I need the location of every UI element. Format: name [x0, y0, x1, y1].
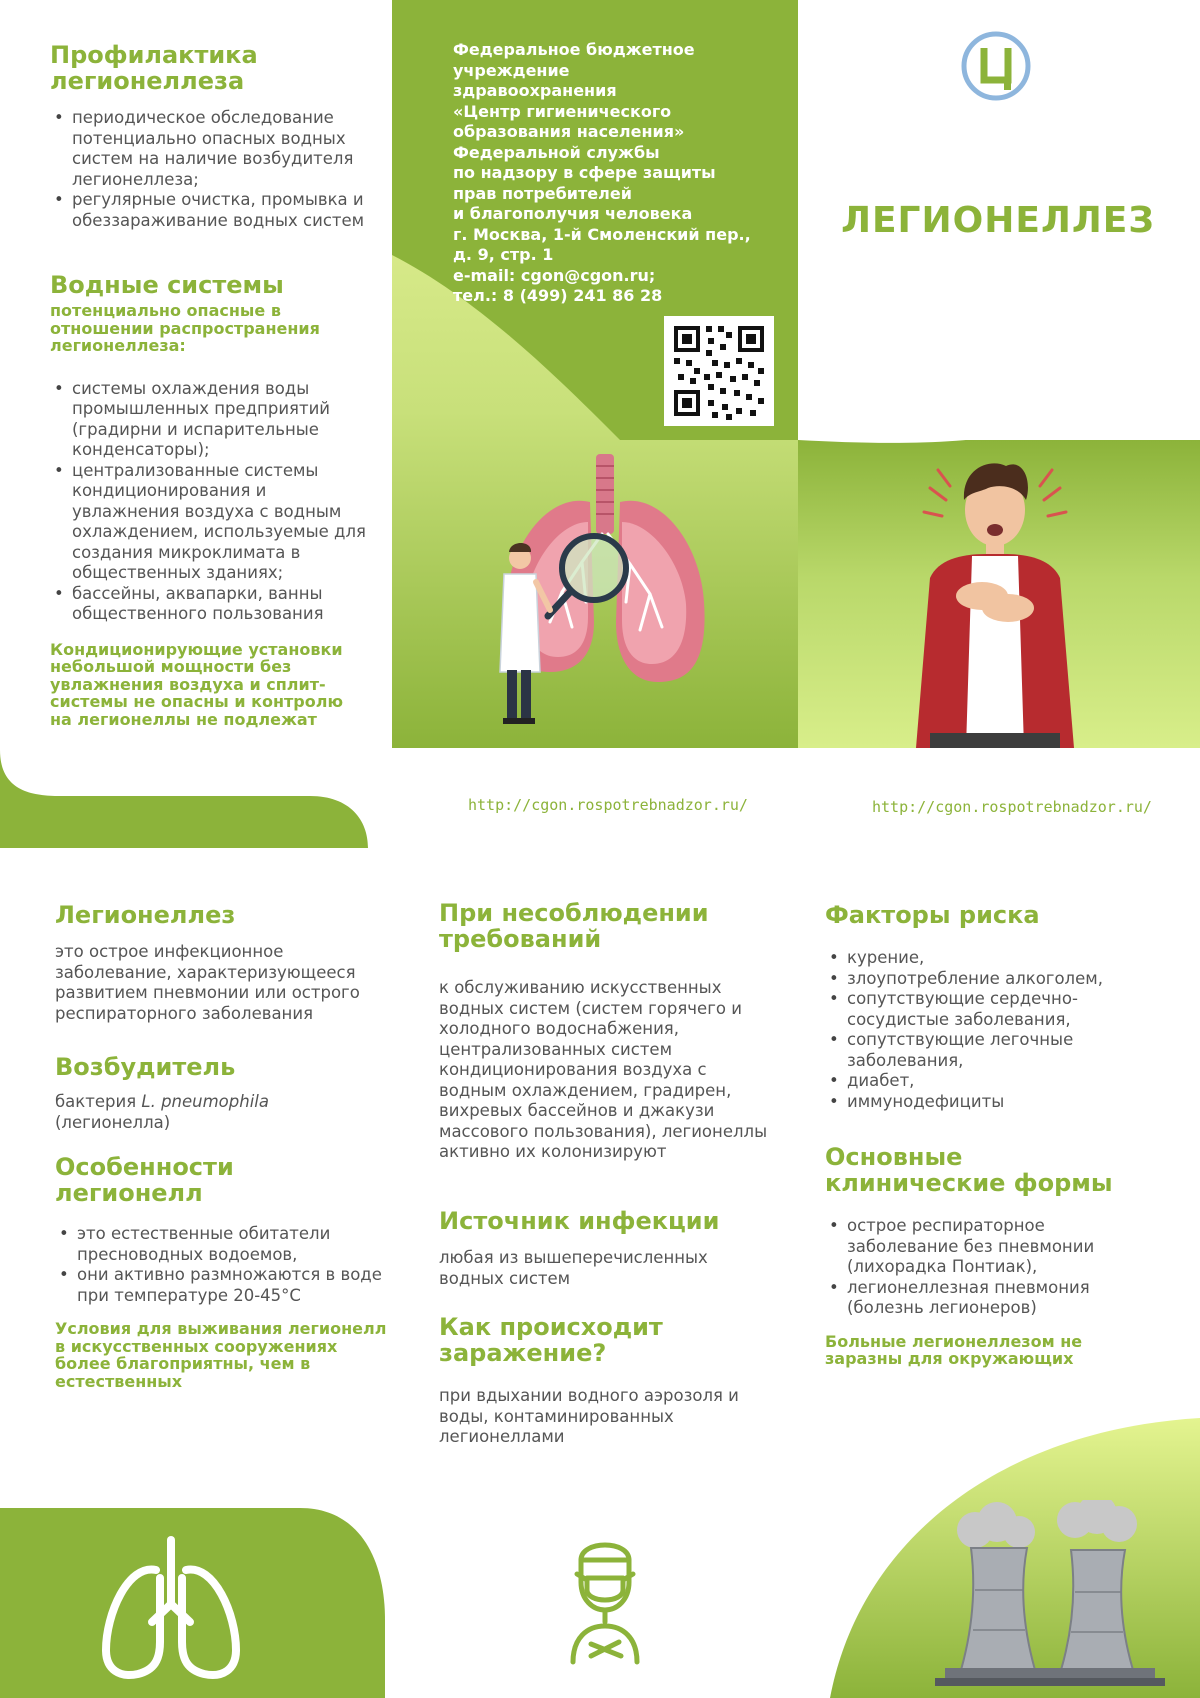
features-section — [55, 1154, 395, 1390]
contact-line: образования населения» — [453, 122, 685, 141]
water-systems-list — [50, 379, 370, 625]
legionellosis-text: это острое инфекционное заболевание, характеризующееся развитием пневмонии или острого респираторного заболевания — [55, 942, 360, 1023]
water-systems-title: Водные системы — [50, 271, 284, 299]
risk-factors-section — [825, 902, 1160, 1112]
prophylaxis-title: Профилактика легионеллеза — [50, 41, 258, 95]
contact-line: д. 9, стр. 1 — [453, 245, 554, 264]
water-systems-section — [50, 272, 370, 728]
clinical-forms-section — [825, 1144, 1160, 1368]
contact-line: «Центр гигиенического — [453, 101, 672, 121]
list-item: • курение, — [825, 948, 1160, 969]
website-link-right[interactable]: http://cgon.rospotrebnadzor.ru/ — [872, 798, 1152, 816]
source-text: любая из вышеперечисленных водных систем — [439, 1248, 708, 1288]
cgon-logo-icon — [960, 30, 1032, 102]
list-item: • острое респираторное заболевание без пневмонии (лихорадка Понтиак), — [825, 1216, 1160, 1278]
water-systems-note: Кондиционирующие установки небольшой мощности без увлажнения воздуха и сплит-системы не опасны и контролю на легионеллы не подлежат — [50, 639, 343, 729]
contact-line: по надзору в сфере защиты — [453, 163, 716, 182]
noncompliance-text: к обслуживанию искусственных водных систем (систем горячего и холодного водоснабжения, централизованных систем кондиционирования воздуха с водным охлаждением, градирен, вихревых бассейнов и джакузи массового пользования), легионеллы активно их колонизируют — [439, 978, 768, 1161]
pathogen-text: бактерия L. pneumophila (легионелла) — [55, 1092, 269, 1132]
list-item: • иммунодефициты — [825, 1092, 1160, 1113]
features-note: Условия для выживания легионелл в искусственных сооружениях более благоприятны, чем в естественных — [55, 1319, 387, 1391]
list-item: • бассейны, аквапарки, ванны общественного пользования — [50, 584, 370, 625]
contact-block — [453, 40, 783, 307]
clinical-forms-list — [825, 1216, 1160, 1319]
pathogen-species: L. pneumophila — [141, 1092, 269, 1111]
water-systems-subtitle: потенциально опасные в отношении распространения легионеллеза: — [50, 301, 320, 355]
contact-line: учреждение — [453, 60, 570, 80]
contact-phone: тел.: 8 (499) 241 86 28 — [453, 286, 663, 305]
risk-factors-list — [825, 948, 1160, 1112]
legionellosis-section — [55, 902, 385, 1024]
pathogen-section — [55, 1054, 385, 1133]
pathogen-title: Возбудитель — [55, 1053, 236, 1081]
cover-title: ЛЕГИОНЕЛЛЕЗ — [841, 200, 1155, 241]
contact-line: прав потребителей — [453, 183, 632, 203]
list-item: • легионеллезная пневмония (болезнь легионеров) — [825, 1278, 1160, 1319]
noncompliance-title: При несоблюдении требований — [439, 899, 709, 953]
lungs-with-doctor-illustration — [490, 452, 720, 732]
cooling-towers-illustration — [925, 1500, 1165, 1698]
source-section — [439, 1208, 769, 1289]
list-item: • системы охлаждения воды промышленных предприятий (градирни и испарительные конденсаторы); — [50, 379, 370, 461]
legionellosis-title: Легионеллез — [55, 901, 236, 929]
qr-code-icon — [664, 316, 774, 426]
prophylaxis-list — [50, 108, 370, 231]
list-item: • сопутствующие легочные заболевания, — [825, 1030, 1160, 1071]
list-item: • это естественные обитатели пресноводных водоемов, — [55, 1224, 395, 1265]
clinical-forms-title: Основные клинические формы — [825, 1143, 1113, 1197]
contact-line: Федеральной службы — [453, 142, 660, 162]
contact-line: здравоохранения — [453, 81, 617, 100]
contact-line: г. Москва, 1-й Смоленский пер., — [453, 224, 751, 244]
contact-line: и благополучия человека — [453, 204, 693, 223]
list-item: • они активно размножаются в воде при температуре 20-45°С — [55, 1265, 395, 1306]
contact-line: Федеральное бюджетное — [453, 40, 695, 59]
noncompliance-section — [439, 900, 769, 1163]
source-title: Источник инфекции — [439, 1207, 720, 1235]
risk-factors-title: Факторы риска — [825, 901, 1040, 929]
infection-title: Как происходит заражение? — [439, 1313, 663, 1367]
prophylaxis-section — [50, 42, 370, 231]
contact-email[interactable]: e-mail: cgon@cgon.ru; — [453, 265, 656, 285]
list-item: • злоупотребление алкоголем, — [825, 969, 1160, 990]
infection-text: при вдыхании водного аэрозоля и воды, контаминированных легионеллами — [439, 1386, 739, 1446]
website-link-middle[interactable]: http://cgon.rospotrebnadzor.ru/ — [468, 796, 748, 814]
masked-person-icon — [565, 1530, 645, 1665]
infection-section — [439, 1314, 769, 1448]
features-title: Особенности легионелл — [55, 1153, 234, 1207]
list-item: • диабет, — [825, 1071, 1160, 1092]
list-item: • централизованные системы кондиционирования и увлажнения воздуха с водным охлаждением, используемые для создания микроклимата в общественных зданиях; — [50, 461, 370, 584]
clinical-forms-note: Больные легионеллезом не заразны для окружающих — [825, 1331, 1083, 1368]
list-item: • периодическое обследование потенциально опасных водных систем на наличие возбудителя легионеллеза; — [50, 108, 370, 190]
list-item: • регулярные очистка, промывка и обеззараживание водных систем — [50, 190, 370, 231]
lungs-outline-icon — [98, 1534, 244, 1684]
features-list — [55, 1224, 395, 1306]
coughing-man-illustration — [890, 448, 1100, 748]
list-item: • сопутствующие сердечно-сосудистые заболевания, — [825, 989, 1160, 1030]
